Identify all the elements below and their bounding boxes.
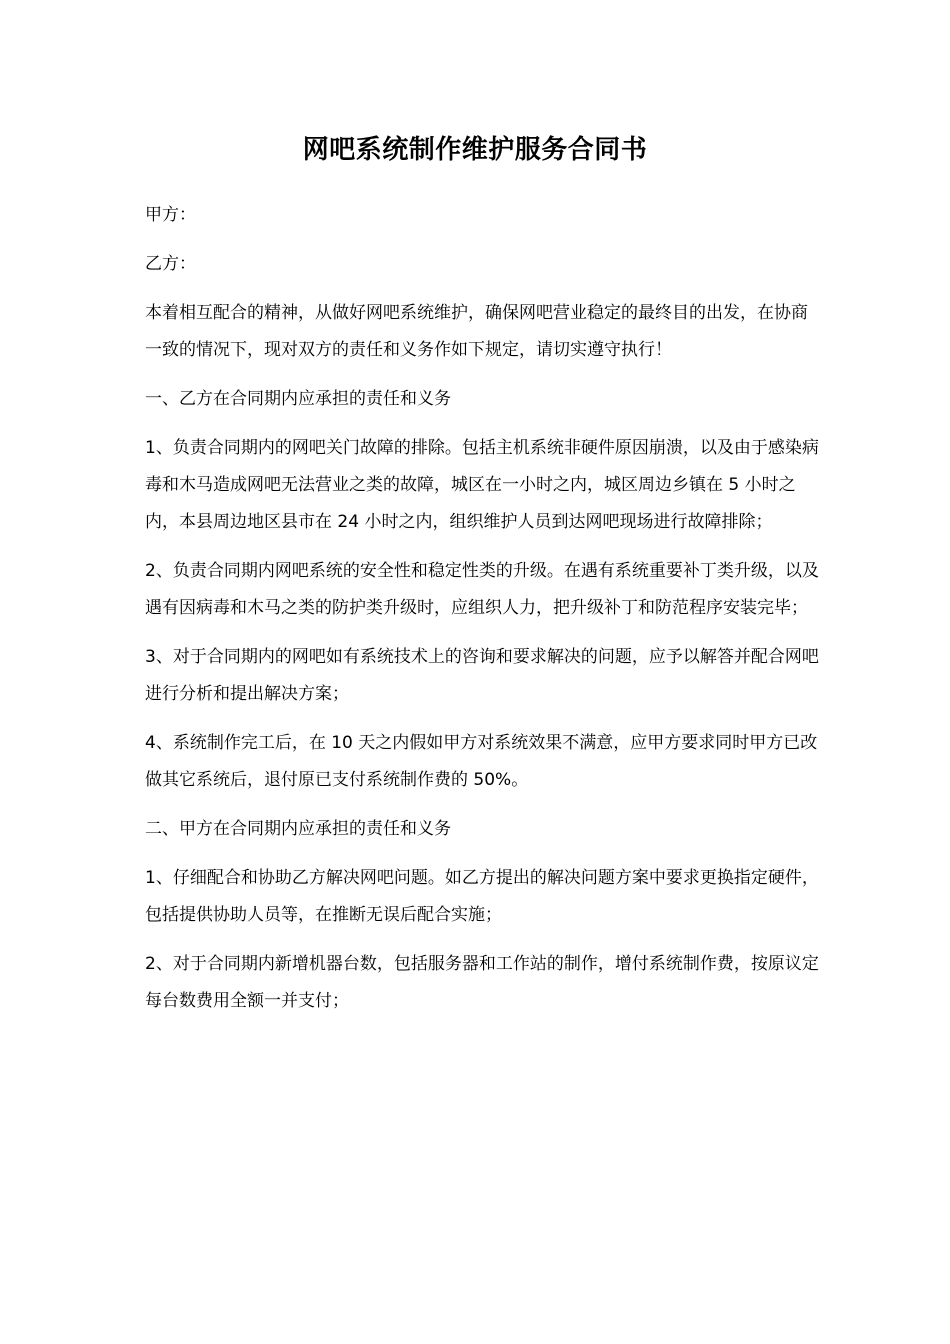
party-b-label: 乙方：	[145, 254, 196, 274]
document-title: 网吧系统制作维护服务合同书	[302, 135, 648, 165]
clause-b-1: 1、负责合同期内的网吧关门故障的排除。包括主机系统非硬件原因崩溃，以及由于感染病毒和木马造成网吧无法营业之类的故障，城区在一小时之内，城区周边乡镇在 5 小时之内，本县周边地区县市在 24 小时之内，组织维护人员到达网吧现场进行故障排除；	[145, 438, 819, 532]
clause-b-3: 3、对于合同期内的网吧如有系统技术上的咨询和要求解决的问题，应予以解答并配合网吧进行分析和提出解决方案；	[145, 647, 819, 704]
clause-a-1: 1、仔细配合和协助乙方解决网吧问题。如乙方提出的解决问题方案中要求更换指定硬件，包括提供协助人员等，在推断无误后配合实施；	[145, 868, 819, 925]
clause-a-2: 2、对于合同期内新增机器台数，包括服务器和工作站的制作，增付系统制作费，按原议定每台数费用全额一并支付；	[145, 954, 819, 1011]
document-body	[145, 197, 820, 1032]
section-heading-party-a-duties: 二、甲方在合同期内应承担的责任和义务	[145, 819, 451, 839]
preamble-paragraph: 本着相互配合的精神，从做好网吧系统维护，确保网吧营业稳定的最终目的出发，在协商一致的情况下，现对双方的责任和义务作如下规定，请切实遵守执行！	[145, 303, 808, 360]
party-a-label: 甲方：	[145, 205, 196, 225]
clause-b-2: 2、负责合同期内网吧系统的安全性和稳定性类的升级。在遇有系统重要补丁类升级，以及遇有因病毒和木马之类的防护类升级时，应组织人力，把升级补丁和防范程序安装完毕；	[145, 561, 819, 618]
section-heading-party-b-duties: 一、乙方在合同期内应承担的责任和义务	[145, 389, 451, 409]
clause-b-4: 4、系统制作完工后，在 10 天之内假如甲方对系统效果不满意，应甲方要求同时甲方已改做其它系统后，退付原已支付系统制作费的 50%。	[145, 733, 818, 790]
